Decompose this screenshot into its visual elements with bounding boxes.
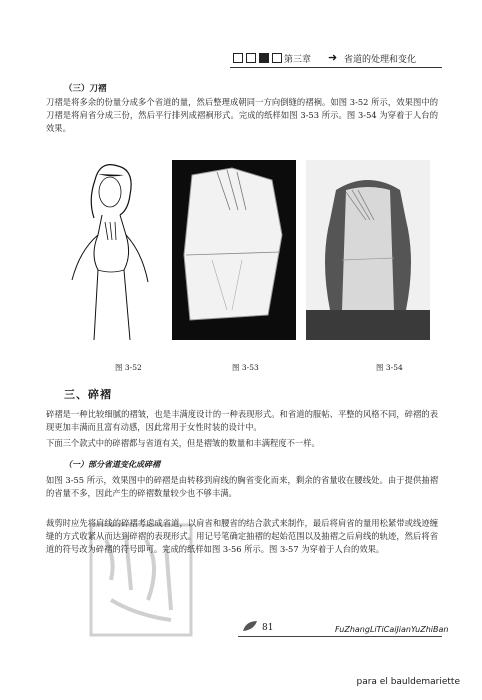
caption-fig-3-54: 图 3-54 [376, 363, 403, 372]
paragraph-gathers-intro: 碎褶是一种比较细腻的褶皱，也是丰满度设计的一种表现形式。和省道的服帖、平整的风格不同，碎褶的表现更加丰满而且富有动感，因此常用于女性时装的设计中。 [46, 409, 438, 433]
footer-book-title: FuZhangLiTiCaiJianYuZhiBan [335, 625, 449, 634]
pattern-piece-icon [172, 160, 296, 340]
section-heading-knife-pleat: （三）刀褶 [64, 84, 107, 94]
dress-form-icon [306, 160, 430, 340]
fashion-sketch-figure [60, 160, 165, 340]
footer-rule [238, 636, 442, 637]
figure-row [60, 160, 440, 360]
subsection-heading: （一）部分省道变化成碎褶 [64, 459, 160, 469]
paragraph-gathers-styles: 下面三个款式中的碎褶都与省道有关，但是褶皱的数量和丰满程度不一样。 [46, 438, 320, 448]
leaf-icon [242, 620, 258, 632]
section-heading-gathers: 三、碎褶 [64, 388, 112, 401]
paragraph-cutting: 裁剪时应先将肩线的碎褶考虑成省道，以肩省和腰省的结合款式来制作，最后将肩省的量用松紧带或线迹缠缝的方式收紧从而达到碎褶的表现形式。用记号笔确定抽褶的起始范围以及抽褶之后肩线的轨迹，然后将省道的符号改为碎褶的符号即可。完成的纸样如图 3-56 所示。图 3-57 为穿着于人台的效果。 [46, 518, 438, 555]
paragraph-fig-3-55: 如图 3-55 所示，效果图中的碎褶是由转移到肩线的胸省变化而来，剩余的省量收在腰线处。由于提供抽褶的省量不多，因此产生的碎褶数量较少也不够丰满。 [46, 475, 438, 499]
header-rule [230, 67, 442, 68]
page-number: 81 [262, 623, 274, 633]
paper-pattern-photo [172, 160, 296, 340]
header-title: 省道的处理和变化 [344, 55, 417, 65]
watermark-seal-icon [86, 520, 196, 640]
header-chapter: 第三章 [284, 55, 312, 65]
caption-fig-3-53: 图 3-53 [232, 363, 259, 372]
paragraph-knife-pleat: 刀褶是将多余的份量分成多个省道的量，然后整理成朝同一方向倒缝的褶裥。如图 3-52 所示，效果图中的刀褶是将肩省分成三份，然后平行排列成褶裥形式。完成的纸样如图 3-53 所示。图 3-54 为穿着于人台的效果。 [46, 97, 438, 134]
dress-form-photo [306, 160, 430, 340]
credit-text: para el bauldemariette [356, 677, 460, 687]
caption-fig-3-52: 图 3-52 [115, 363, 142, 372]
header-squares-icon [233, 53, 282, 63]
arrow-right-icon: ➜ [328, 51, 338, 64]
